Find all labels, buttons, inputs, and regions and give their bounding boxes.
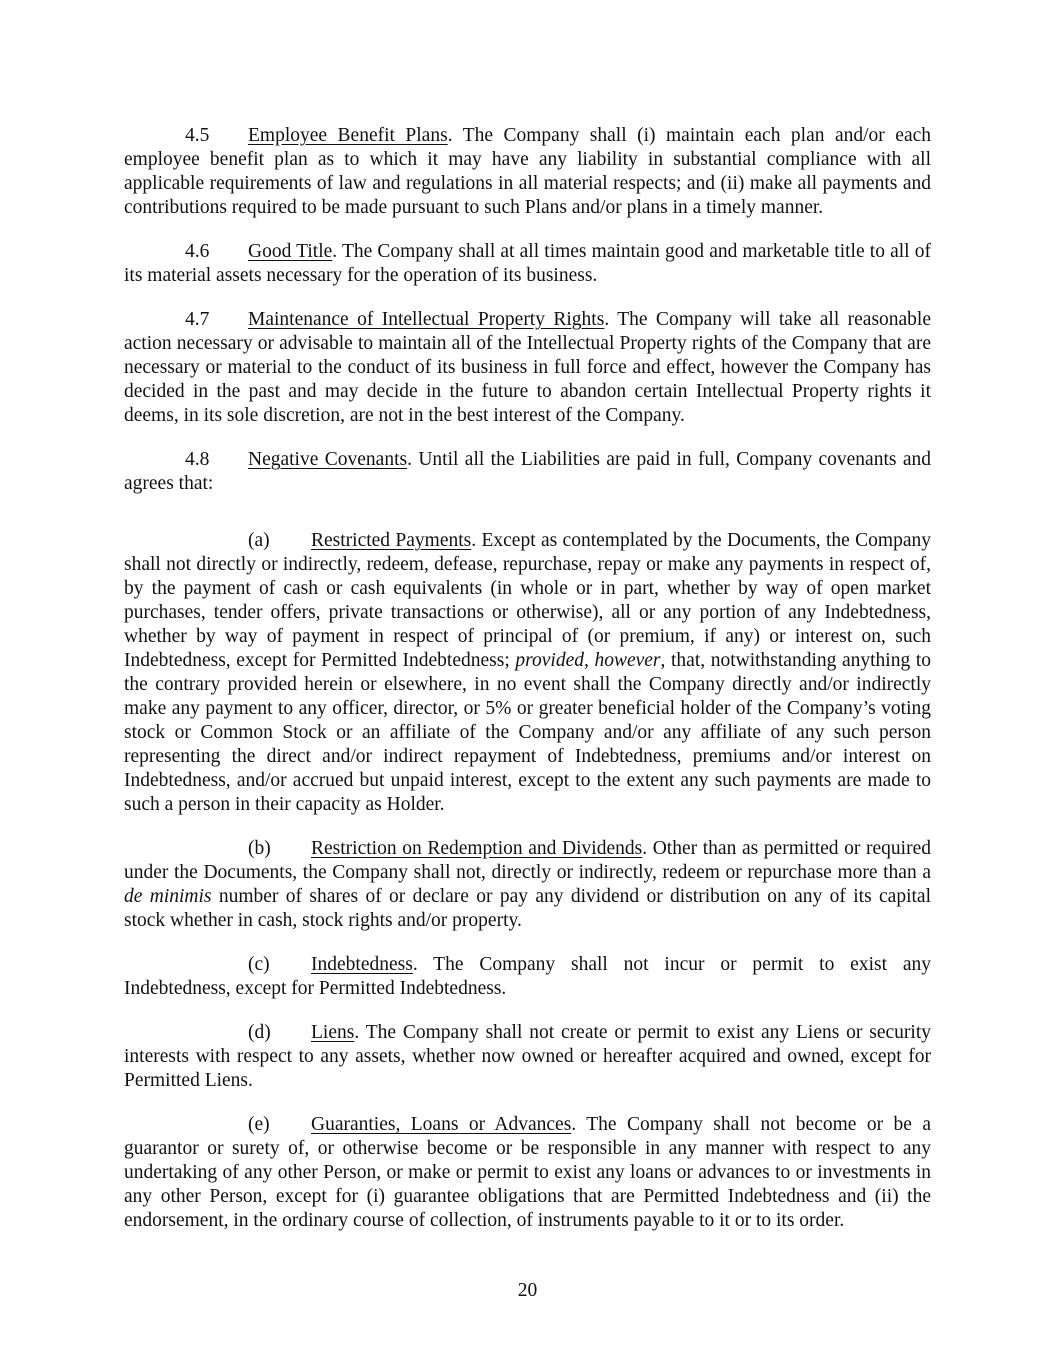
subsection-body-continued: number of shares of or declare or pay any dividend or distribution on any of its capital stock whether in cash, stock rights and/or property. xyxy=(124,886,931,931)
subsection-heading: Liens xyxy=(311,1022,355,1043)
subsection-number: (d) xyxy=(248,1022,271,1043)
section-body: . The Company shall (i) maintain each plan and/or each employee benefit plan as to which it may have any liability in substantial compliance with all applicable requirements of law and regulations in all material respects; and (ii) make all payments and contributions required to be made pursuant to such Plans and/or plans in a timely manner. xyxy=(124,125,931,218)
subsection-number: (c) xyxy=(248,954,270,975)
subsection-body: . Other than as permitted or required under the Documents, the Company shall not, directly or indirectly, redeem or repurchase more than a xyxy=(124,838,931,883)
subsection-italic-term: de minimis xyxy=(124,886,212,907)
section-number: 4.6 xyxy=(185,241,210,262)
section-4-7 xyxy=(124,308,931,428)
section-number: 4.7 xyxy=(185,309,210,330)
subsection-b xyxy=(124,837,931,933)
subsection-body: . The Company shall not become or be a guarantor or surety of, or otherwise become or be responsible in any manner with respect to any undertaking of any other Person, or make or permit to exist any loans or advances to or investments in any other Person, except for (i) guarantee obligations that are Permitted Indebtedness and (ii) the endorsement, in the ordinary course of collection, of instruments payable to it or to its order. xyxy=(124,1114,931,1231)
subsection-number: (a) xyxy=(248,530,270,551)
subsection-number: (e) xyxy=(248,1114,270,1135)
section-heading: Employee Benefit Plans xyxy=(248,125,448,146)
subsection-heading: Restricted Payments xyxy=(311,530,472,551)
section-body: . Until all the Liabilities are paid in full, Company covenants and agrees that: xyxy=(124,449,931,494)
subsection-body-continued: , that, notwithstanding anything to the contrary provided herein or elsewhere, in no event shall the Company directly and/or indirectly make any payment to any officer, director, or 5% or greater beneficial holder of the Company’s voting stock or Common Stock or an affiliate of the Company and/or any affiliate of any such person representing the direct and/or indirect repayment of Indebtedness, premiums and/or interest on Indebtedness, and/or accrued but unpaid interest, except to the extent any such payments are made to such a person in their capacity as Holder. xyxy=(124,650,931,815)
subsection-number: (b) xyxy=(248,838,271,859)
section-4-6 xyxy=(124,240,931,288)
section-body: . The Company shall at all times maintain good and marketable title to all of its material assets necessary for the operation of its business. xyxy=(124,241,931,286)
section-heading: Good Title xyxy=(248,241,333,262)
subsection-body: . The Company shall not create or permit to exist any Liens or security interests with respect to any assets, whether now owned or hereafter acquired and owned, except for Permitted Liens. xyxy=(124,1022,931,1091)
subsection-c xyxy=(124,953,931,1001)
subsection-italic-term: provided, however xyxy=(515,650,661,671)
subsection-body: . Except as contemplated by the Documents, the Company shall not directly or indirectly, redeem, defease, repurchase, repay or make any payments in respect of, by the payment of cash or cash equivalents (in whole or in part, whether by way of open market purchases, tender offers, private transactions or otherwise), all or any portion of any Indebtedness, whether by way of payment in respect of principal of (or premium, if any) or interest on, such Indebtedness, except for Permitted Indebtedness; xyxy=(124,530,932,671)
page-number: 20 xyxy=(517,1280,538,1301)
subsection-heading: Restriction on Redemption and Dividends xyxy=(311,838,643,859)
section-4-8 xyxy=(124,448,931,496)
section-number: 4.5 xyxy=(185,125,210,146)
document-page xyxy=(124,124,931,1253)
subsection-d xyxy=(124,1021,931,1093)
section-body: . The Company will take all reasonable action necessary or advisable to maintain all of the Intellectual Property rights of the Company that are necessary or material to the conduct of its business in full force and effect, however the Company has decided in the past and may decide in the future to abandon certain Intellectual Property rights it deems, in its sole discretion, are not in the best interest of the Company. xyxy=(124,309,932,426)
subsection-body: . The Company shall not incur or permit to exist any Indebtedness, except for Permitted Indebtedness. xyxy=(124,954,931,999)
subsection-e xyxy=(124,1113,931,1233)
section-number: 4.8 xyxy=(185,449,210,470)
subsection-heading: Indebtedness xyxy=(311,954,413,975)
subsection-a xyxy=(124,529,931,817)
section-4-5 xyxy=(124,124,931,220)
section-heading: Negative Covenants xyxy=(248,449,408,470)
subsection-heading: Guaranties, Loans or Advances xyxy=(311,1114,572,1135)
section-heading: Maintenance of Intellectual Property Rights xyxy=(248,309,605,330)
